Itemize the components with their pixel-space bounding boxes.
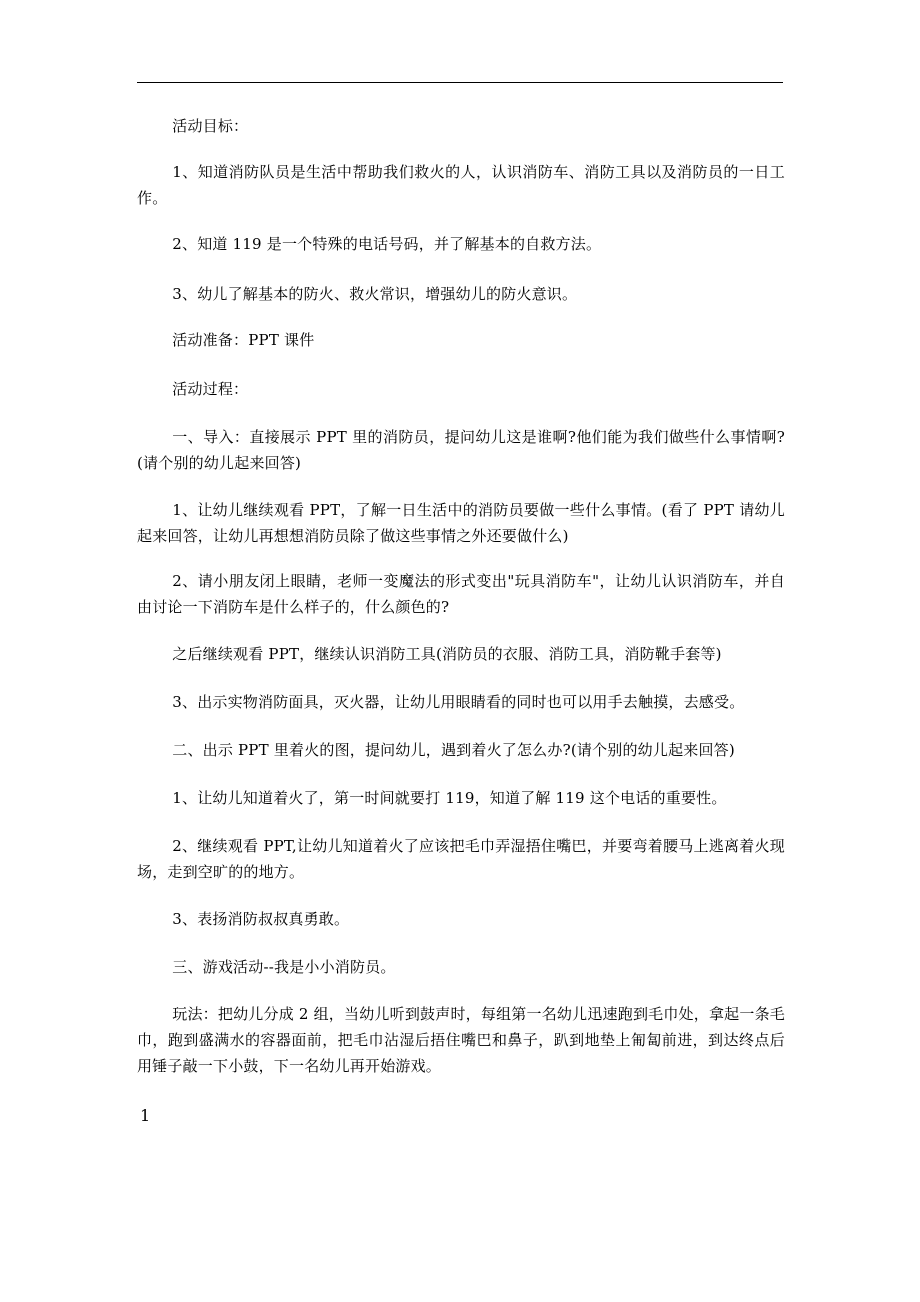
paragraph-goals-heading: 活动目标： xyxy=(172,117,249,135)
paragraph-game-rules: 玩法：把幼儿分成 2 组，当幼儿听到鼓声时，每组第一名幼儿迅速跑到毛巾处，拿起一条毛巾，跑到盛满水的容器面前，把毛巾沾湿后捂住嘴巴和鼻子，趴到地垫上匍匐前进，到达终点后用锤子敲一下小鼓，下一名幼儿再开始游戏。 xyxy=(137,1005,785,1075)
paragraph-step-2-2: 2、继续观看 PPT,让幼儿知道着火了应该把毛巾弄湿捂住嘴巴，并要弯着腰马上逃离着火现场，走到空旷的的地方。 xyxy=(137,837,785,881)
paragraph-step-1-continue: 之后继续观看 PPT，继续认识消防工具(消防员的衣服、消防工具，消防靴手套等) xyxy=(172,645,722,663)
paragraph-step-1-1: 1、让幼儿继续观看 PPT，了解一日生活中的消防员要做一些什么事情。(看了 PPT 请幼儿起来回答，让幼儿再想想消防员除了做这些事情之外还要做什么) xyxy=(137,501,785,545)
paragraph-step-2-3: 3、表扬消防叔叔真勇敢。 xyxy=(172,910,350,928)
paragraph-goal-2: 2、知道 119 是一个特殊的电话号码，并了解基本的自救方法。 xyxy=(172,235,602,253)
paragraph-process-heading: 活动过程： xyxy=(172,380,249,398)
paragraph-step-1-2: 2、请小朋友闭上眼睛，老师一变魔法的形式变出"玩具消防车"，让幼儿认识消防车，并自由讨论一下消防车是什么样子的，什么颜色的? xyxy=(137,572,785,616)
page-number: 1 xyxy=(140,1106,151,1125)
paragraph-preparation: 活动准备：PPT 课件 xyxy=(172,331,315,349)
paragraph-step-2: 二、出示 PPT 里着火的图，提问幼儿，遇到着火了怎么办?(请个别的幼儿起来回答) xyxy=(172,741,735,759)
paragraph-goal-1: 1、知道消防队员是生活中帮助我们救火的人，认识消防车、消防工具以及消防员的一日工作。 xyxy=(137,163,785,207)
paragraph-step-2-1: 1、让幼儿知道着火了，第一时间就要打 119，知道了解 119 这个电话的重要性。 xyxy=(172,789,727,807)
paragraph-step-3: 三、游戏活动--我是小小消防员。 xyxy=(172,958,396,976)
paragraph-goal-3: 3、幼儿了解基本的防火、救火常识，增强幼儿的防火意识。 xyxy=(172,285,578,303)
header-rule xyxy=(137,82,783,83)
paragraph-step-1-3: 3、出示实物消防面具，灭火器，让幼儿用眼睛看的同时也可以用手去触摸，去感受。 xyxy=(172,693,745,711)
paragraph-step-intro: 一、导入：直接展示 PPT 里的消防员，提问幼儿这是谁啊?他们能为我们做些什么事情啊?(请个别的幼儿起来回答) xyxy=(137,428,785,472)
